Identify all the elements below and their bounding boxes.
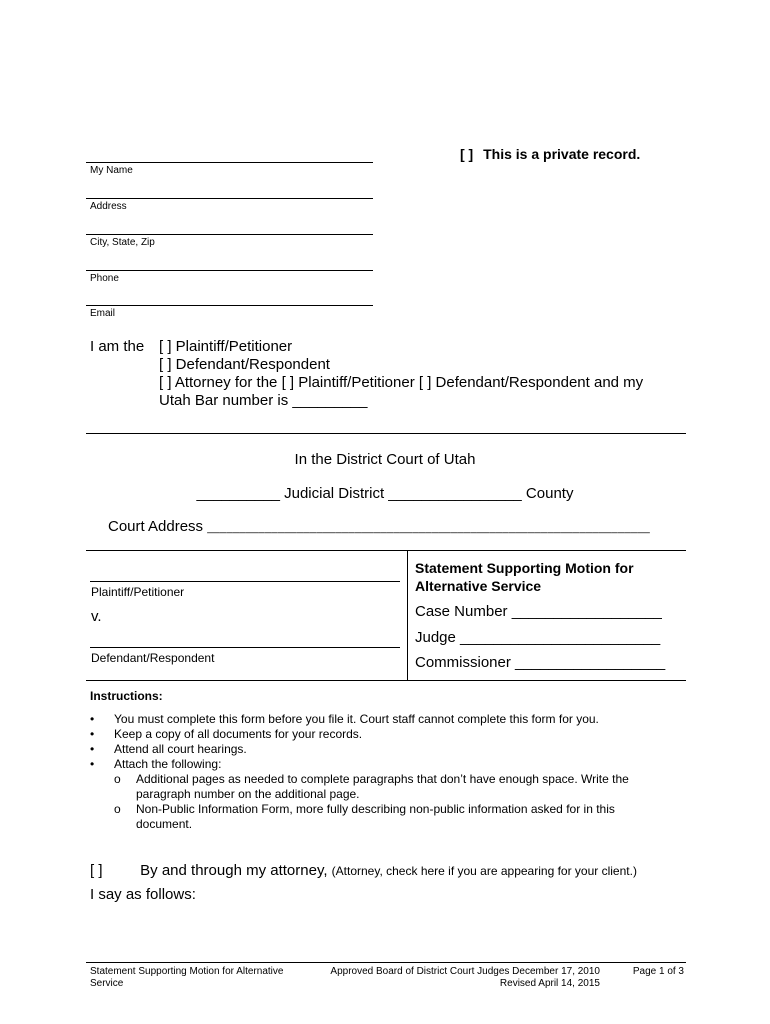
court-address-blank[interactable]: _____________________________________________________________________: [207, 522, 651, 534]
bullet-icon: •: [90, 727, 95, 741]
email-line[interactable]: [86, 305, 373, 306]
instruction-sub-item: o Non-Public Information Form, more fully describing non-public information asked for in this: [114, 802, 615, 816]
instruction-item: • Keep a copy of all documents for your records.: [90, 727, 363, 741]
phone-line[interactable]: [86, 270, 373, 271]
attorney-label: By and through my attorney,: [140, 862, 328, 879]
instruction-sub-item-cont: document.: [136, 817, 193, 831]
name-line[interactable]: [86, 162, 373, 163]
caption-divider: [407, 550, 408, 681]
footer-form-title-cont: Service: [90, 978, 124, 989]
address-line[interactable]: [86, 198, 373, 199]
defendant-label: Defendant/Respondent: [91, 651, 215, 665]
court-address-row: [108, 518, 650, 535]
document-title-line1: Statement Supporting Motion for: [415, 560, 634, 576]
private-record-label: This is a private record.: [483, 146, 641, 162]
footer-form-title: Statement Supporting Motion for Alternative: [90, 966, 284, 977]
attorney-check-row: [90, 862, 637, 879]
address-label: Address: [90, 201, 127, 212]
district-county-line[interactable]: __________ Judicial District ________________ County: [196, 485, 574, 502]
private-record-checkbox[interactable]: [ ]: [460, 146, 474, 162]
private-record-statement: [460, 146, 640, 162]
case-number-field[interactable]: Case Number __________________: [415, 603, 662, 620]
attorney-note: (Attorney, check here if you are appearing for your client.): [331, 864, 637, 878]
name-label: My Name: [90, 165, 133, 176]
instructions-heading: Instructions:: [90, 689, 163, 703]
instruction-sub-item: o Additional pages as needed to complete paragraphs that don’t have enough space. Write the: [114, 772, 629, 786]
defendant-line[interactable]: [90, 647, 400, 648]
city-state-zip-label: City, State, Zip: [90, 237, 155, 248]
plaintiff-label: Plaintiff/Petitioner: [91, 585, 185, 599]
footer-rule: [86, 962, 686, 963]
page-number: Page 1 of 3: [632, 966, 684, 977]
commissioner-field[interactable]: Commissioner __________________: [415, 654, 666, 671]
footer-approved: Approved Board of District Court Judges December 17, 2010: [330, 966, 600, 977]
say-as-follows: I say as follows:: [90, 886, 196, 903]
caption-top-border: [86, 550, 686, 551]
instructions-list: [90, 712, 629, 832]
section-divider: [86, 433, 686, 434]
judge-field[interactable]: Judge ________________________: [415, 629, 661, 646]
bullet-icon: •: [90, 757, 95, 771]
plaintiff-petitioner-option[interactable]: [ ] Plaintiff/Petitioner: [159, 338, 293, 355]
party-role-prefix: I am the: [90, 338, 145, 355]
instruction-item: • Attach the following:: [90, 757, 222, 771]
versus-label: v.: [91, 608, 102, 625]
email-label: Email: [90, 308, 116, 319]
caption-bottom-border: [86, 680, 686, 681]
court-address-label: Court Address: [108, 518, 204, 535]
defendant-respondent-option[interactable]: [ ] Defendant/Respondent: [159, 356, 330, 373]
court-title: In the District Court of Utah: [294, 451, 476, 468]
bullet-icon: •: [90, 742, 95, 756]
plaintiff-line[interactable]: [90, 581, 400, 582]
phone-label: Phone: [90, 273, 119, 284]
footer-revised: Revised April 14, 2015: [499, 978, 600, 989]
instruction-item: • Attend all court hearings.: [90, 742, 247, 756]
bullet-icon: •: [90, 712, 95, 726]
bar-number-line[interactable]: Utah Bar number is _________: [159, 392, 368, 409]
document-title-line2: Alternative Service: [415, 578, 542, 594]
footer-left: [90, 966, 283, 990]
sub-bullet-icon: o: [114, 802, 121, 816]
attorney-checkbox[interactable]: [ ]: [90, 862, 103, 879]
attorney-option[interactable]: [ ] Attorney for the [ ] Plaintiff/Petitioner [ ] Defendant/Respondent and my: [159, 374, 644, 391]
instruction-sub-item-cont: paragraph number on the additional page.: [136, 787, 360, 801]
sub-bullet-icon: o: [114, 772, 121, 786]
instruction-item: • You must complete this form before you file it. Court staff cannot complete this form for you.: [90, 712, 599, 726]
city-state-zip-line[interactable]: [86, 234, 373, 235]
footer-center: [320, 966, 600, 990]
